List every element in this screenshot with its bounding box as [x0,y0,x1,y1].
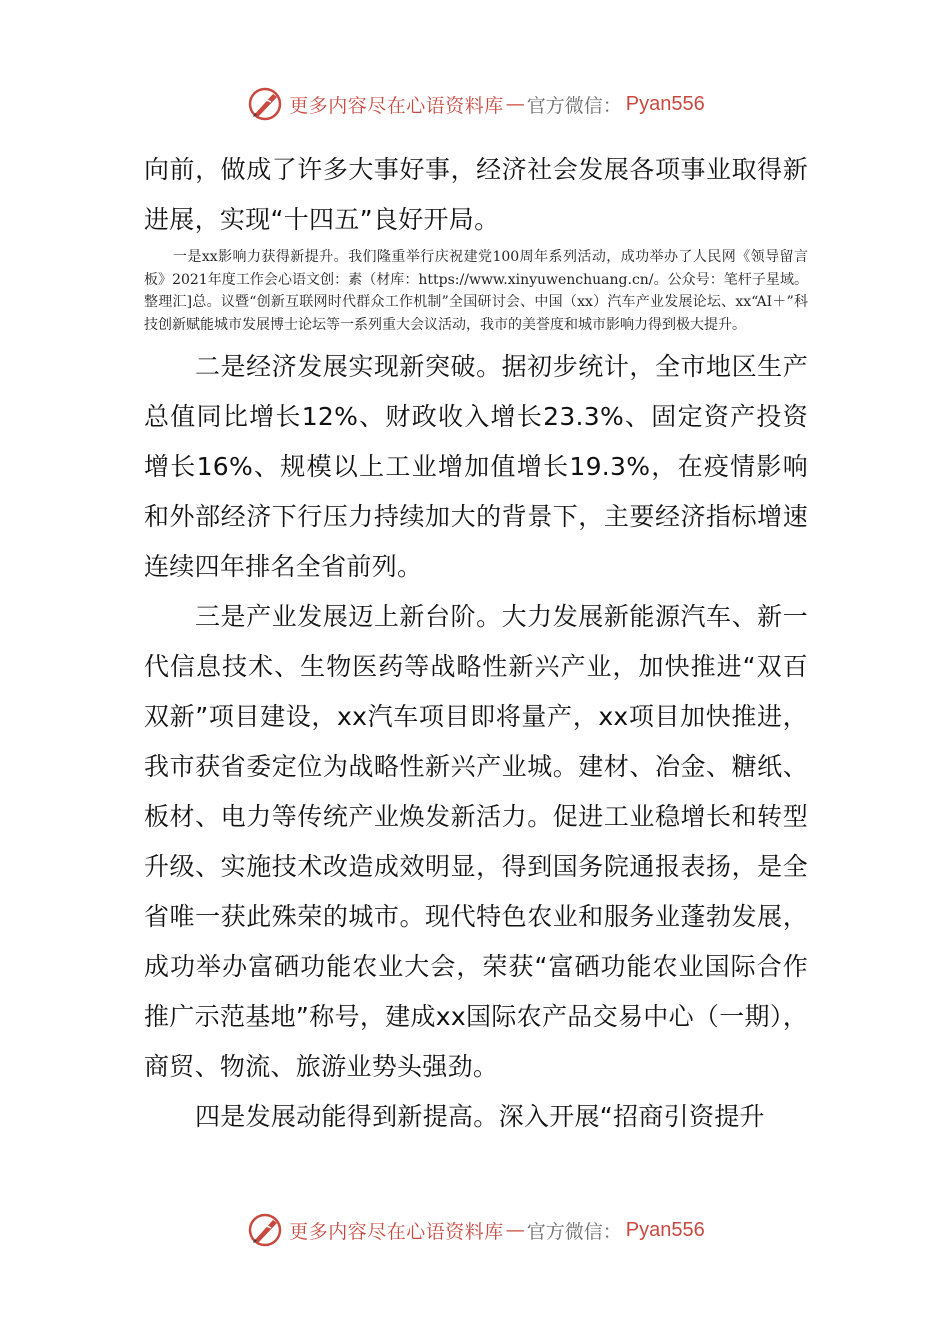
footer-site-text: 更多内容尽在心语资料库 [289,1220,504,1243]
document-body [144,145,808,1142]
header-banner [0,84,950,124]
header-wechat-label: 官方微信： [526,94,622,117]
header-site-text: 更多内容尽在心语资料库 [289,94,504,117]
paragraph-influence-small: 一是xx影响力获得新提升。我们隆重举行庆祝建党100周年系列活动，成功举办了人民网《领导留言板》2021年度工作会心语文创：素（材库：https://www.xinyuwenchuang.cn/。公众号：笔杆子星域。整理汇]总。议暨“创新互联网时代群众工作机制”全国研讨会、中国（xx）汽车产业发展论坛、xx“AI＋”科技创新赋能城市发展博士论坛等一系列重大会议活动，我市的美誉度和城市影响力得到极大提升。 [144,249,808,333]
paragraph-momentum: 四是发展动能得到新提高。深入开展“招商引资提升 [195,1102,765,1131]
pen-logo-icon [245,1210,285,1250]
pen-logo-icon [245,84,285,124]
footer-wechat-id: Pyan556 [625,1218,705,1241]
header-separator: — [505,93,525,115]
paragraph-industry: 三是产业发展迈上新台阶。大力发展新能源汽车、新一代信息技术、生物医药等战略性新兴产业，加快推进“双百双新”项目建设，xx汽车项目即将量产，xx项目加快推进，我市获省委定位为战略性新兴产业城。建材、冶金、糖纸、板材、电力等传统产业焕发新活力。促进工业稳增长和转型升级、实施技术改造成效明显，得到国务院通报表扬，是全省唯一获此殊荣的城市。现代特色农业和服务业蓬勃发展，成功举办富硒功能农业大会，荣获“富硒功能农业国际合作推广示范基地”称号，建成xx国际农产品交易中心（一期），商贸、物流、旅游业势头强劲。 [144,602,808,1081]
paragraph-continuation: 向前，做成了许多大事好事，经济社会发展各项事业取得新进展，实现“十四五”良好开局。 [144,155,808,234]
footer-wechat-label: 官方微信： [526,1220,622,1243]
paragraph-economy: 二是经济发展实现新突破。据初步统计，全市地区生产总值同比增长12%、财政收入增长23.3%、固定资产投资增长16%、规模以上工业增加值增长19.3%，在疫情影响和外部经济下行压力持续加大的背景下，主要经济指标增速连续四年排名全省前列。 [144,352,808,581]
footer-banner [0,1210,950,1250]
header-wechat-id: Pyan556 [625,92,705,115]
footer-separator: — [505,1219,525,1241]
